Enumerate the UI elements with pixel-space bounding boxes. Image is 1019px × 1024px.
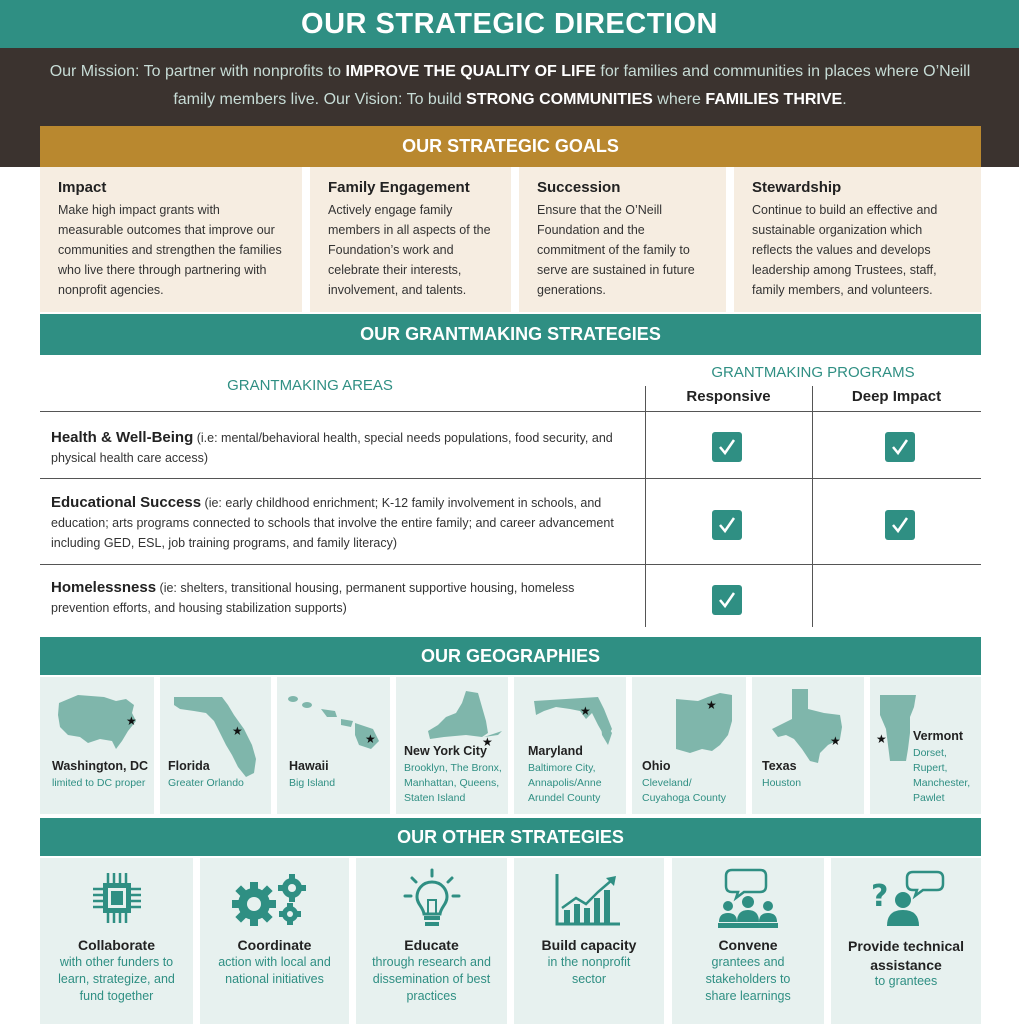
geo-sub: limited to DC proper: [52, 777, 146, 789]
strategy-title: Educate: [404, 937, 459, 953]
other-strategies-heading: OUR OTHER STRATEGIES: [40, 818, 981, 856]
area-detail: (i.e: mental/behavioral health, special needs populations, food security, and physical health care access): [51, 431, 613, 465]
geo-card-hawaii: [277, 677, 390, 814]
mission-text-1: Our Mission: To partner with nonprofits to: [49, 63, 346, 80]
mission-text-4: .: [842, 91, 847, 108]
checkbox-checked-icon: [712, 510, 742, 540]
ohio-map-icon: [672, 691, 736, 755]
geo-name: Ohio: [642, 759, 671, 773]
geo-card-new-york: [396, 677, 508, 814]
area-name: Homelessness: [51, 579, 157, 596]
svg-text:★: ★: [232, 724, 243, 738]
chip-icon: [91, 871, 143, 925]
strategy-sub: through research and dissemination of best practices: [372, 955, 491, 1003]
goal-title: Family Engagement: [328, 179, 470, 196]
table-divider: [40, 478, 981, 479]
geo-sub: Houston: [762, 777, 802, 789]
goal-title: Succession: [537, 179, 621, 196]
group-discussion-icon: [716, 868, 780, 930]
geo-name: Florida: [168, 759, 210, 773]
checkbox-checked-icon: [712, 432, 742, 462]
mission-text-2: for families and communities in places where O’Neill family members live. Our Vision: To build: [173, 63, 971, 108]
strategy-sub: with other funders to learn, strategize, and fund together: [58, 955, 175, 1003]
maryland-map-icon: [532, 695, 616, 751]
goal-text: Ensure that the O’Neill Foundation and the commitment of the family to serve are sustained in future generations.: [537, 203, 695, 297]
area-name: Educational Success: [51, 494, 202, 511]
strategy-card-build-capacity: [514, 858, 664, 1024]
area-row-health: [51, 428, 631, 468]
goal-card-stewardship: [734, 167, 981, 312]
mission-statement: [40, 58, 980, 114]
col-responsive: Responsive: [686, 388, 771, 405]
usa-map-icon: [56, 691, 140, 753]
strategy-card-coordinate: [200, 858, 349, 1024]
strategy-sub: to grantees: [874, 974, 938, 988]
strategy-card-educate: [356, 858, 507, 1024]
mission-emphasis-1: IMPROVE THE QUALITY OF LIFE: [345, 63, 596, 80]
mission-emphasis-3: FAMILIES THRIVE: [705, 91, 843, 108]
table-divider: [812, 386, 813, 627]
geo-card-texas: [752, 677, 864, 814]
goal-title: Stewardship: [752, 179, 842, 196]
strategy-title: Coordinate: [237, 937, 312, 953]
strategy-title: Convene: [718, 937, 778, 953]
strategy-title: Provide technical assistance: [848, 938, 964, 973]
svg-text:★: ★: [365, 732, 376, 746]
strategy-sub: grantees and stakeholders to share learnings: [705, 955, 791, 1003]
geo-name: Hawaii: [289, 759, 329, 773]
area-row-education: [51, 493, 631, 553]
goal-title: Impact: [58, 179, 107, 196]
new-york-map-icon: [426, 689, 506, 749]
question-speech-icon: [869, 868, 945, 930]
geo-sub: Dorset, Rupert, Manchester, Pawlet: [913, 747, 971, 804]
geo-name: New York City: [404, 744, 487, 758]
geo-sub: Greater Orlando: [168, 777, 244, 789]
svg-text:★: ★: [876, 732, 887, 746]
goal-text: Continue to build an effective and sustainable organization which reflects the values and develops leadership among Trustees, staff, family members, and volunteers.: [752, 203, 938, 297]
area-row-homelessness: [51, 578, 631, 618]
svg-text:★: ★: [830, 734, 841, 748]
geo-name: Vermont: [913, 729, 964, 743]
strategy-title: Collaborate: [77, 937, 155, 953]
goal-card-succession: [519, 167, 726, 312]
area-detail: (ie: shelters, transitional housing, permanent supportive housing, homeless prevention efforts, and housing stabilization supports): [51, 581, 575, 615]
grantmaking-programs-header: GRANTMAKING PROGRAMS: [711, 364, 915, 381]
geo-name: Texas: [762, 759, 797, 773]
grantmaking-heading: OUR GRANTMAKING STRATEGIES: [40, 314, 981, 355]
svg-text:★: ★: [482, 735, 493, 749]
svg-text:★: ★: [580, 704, 591, 718]
strategy-card-technical-assistance: [831, 858, 981, 1024]
grantmaking-areas-header: GRANTMAKING AREAS: [227, 377, 393, 394]
geo-card-washington-dc: [40, 677, 154, 814]
strategic-goals-heading: OUR STRATEGIC GOALS: [40, 126, 981, 167]
svg-text:?: ?: [871, 879, 889, 914]
bar-chart-growth-icon: [554, 872, 622, 928]
geo-card-vermont: [870, 677, 981, 814]
page-title: OUR STRATEGIC DIRECTION: [0, 0, 1019, 48]
hawaii-map-icon: [285, 691, 385, 751]
geo-card-maryland: [514, 677, 626, 814]
checkbox-checked-icon: [885, 432, 915, 462]
checkbox-checked-icon: [885, 510, 915, 540]
texas-map-icon: [770, 687, 850, 765]
table-divider: [40, 564, 981, 565]
strategy-sub: action with local and national initiatives: [218, 955, 331, 986]
area-detail: (ie: early childhood enrichment; K-12 family involvement in schools, and education; arts programs connected to schools that involve the entire family; and career advancement including GED, ESL, job training programs, and family literacy): [51, 496, 614, 550]
table-divider: [645, 386, 646, 627]
strategy-title: Build capacity: [541, 937, 637, 953]
checkbox-checked-icon: [712, 585, 742, 615]
geo-card-ohio: [632, 677, 746, 814]
mission-emphasis-2: STRONG COMMUNITIES: [466, 91, 653, 108]
goal-text: Actively engage family members in all aspects of the Foundation’s work and celebrate their interests, involvement, and talents.: [328, 203, 491, 297]
geo-name: Maryland: [528, 744, 583, 758]
geo-sub: Big Island: [289, 777, 336, 789]
svg-text:★: ★: [126, 714, 137, 728]
svg-text:★: ★: [706, 698, 717, 712]
geo-sub: Cleveland/ Cuyahoga County: [642, 777, 727, 804]
strategy-card-convene: [672, 858, 824, 1024]
gears-icon: [232, 872, 312, 928]
goal-card-impact: [40, 167, 302, 312]
col-deep-impact: Deep Impact: [851, 388, 942, 405]
area-name: Health & Well-Being: [51, 429, 194, 446]
geo-name: Washington, DC: [52, 759, 149, 773]
table-divider: [40, 411, 981, 412]
geo-sub: Brooklyn, The Bronx, Manhattan, Queens, Staten Island: [404, 762, 502, 804]
mission-text-3: where: [652, 91, 706, 108]
geographies-heading: OUR GEOGRAPHIES: [40, 637, 981, 675]
goal-card-family-engagement: [310, 167, 511, 312]
strategy-card-collaborate: [40, 858, 193, 1024]
lightbulb-icon: [402, 868, 462, 930]
strategy-sub: in the nonprofit sector: [547, 955, 631, 986]
geo-sub: Baltimore City, Annapolis/Anne Arundel County: [528, 762, 602, 804]
geo-card-florida: [160, 677, 271, 814]
goal-text: Make high impact grants with measurable outcomes that improve our communities and strengthen the families who live there through partnering with nonprofit agencies.: [58, 203, 282, 297]
